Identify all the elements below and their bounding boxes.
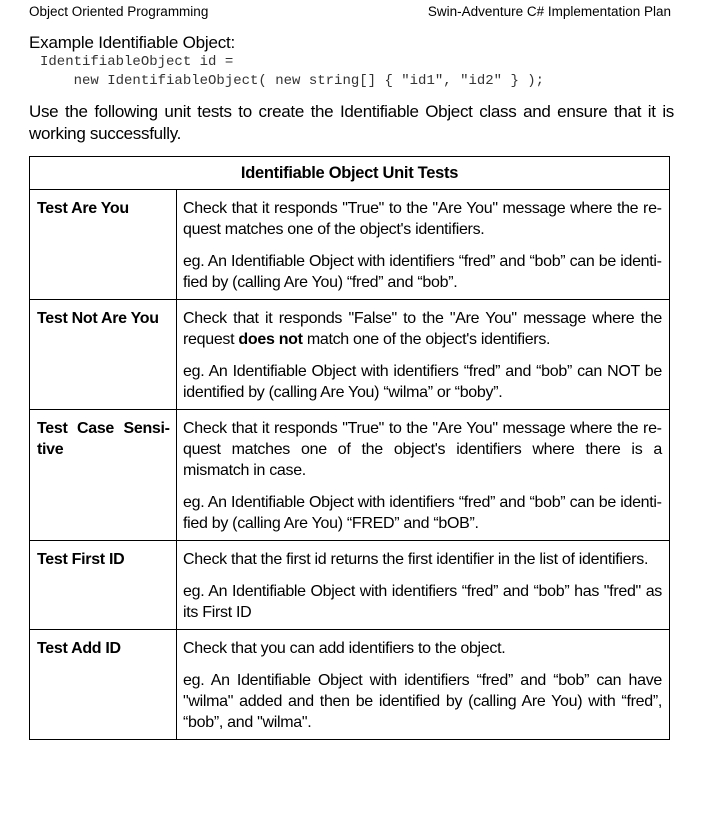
test-check-text: Check that it responds "True" to the "Are You" message where the request matches one of the object's identifiers. [183,200,662,238]
test-example-text: eg. An Identifiable Object with identifiers “fred” and “bob” can have "wilma" added and then be identified by (calling Are You) with “fred”, “bob”, and "wilma". [183,672,662,731]
test-name-cell: Test Are You [30,190,177,300]
document-title-header: Swin-Adventure C# Implementation Plan [427,4,671,19]
test-check-text: Check that it responds "True" to the "Are You" message where the request matches one of the object's identifiers where there is a mismatch in case. [183,420,662,479]
test-example-text: eg. An Identifiable Object with identifiers “fred” and “bob” can be identified by (calling Are You) “fred” and “bob”. [183,253,662,291]
test-name-cell: Test Case Sensitive [30,410,177,541]
course-header: Object Oriented Programming [29,4,209,19]
table-row [30,410,670,541]
test-check-text: Check that you can add identifiers to the object. [183,640,506,657]
table-row [30,630,670,740]
test-check-text: Check that the first id returns the first identifier in the list of identifiers. [183,551,649,568]
test-description-cell [177,300,670,410]
table-row [30,300,670,410]
example-heading: Example Identifiable Object: [29,33,236,52]
test-description-cell [177,541,670,630]
check-text-start: Check that it responds "False" to the "Are You" message where the request [183,310,662,348]
intro-paragraph: Use the following unit tests to create the Identifiable Object class and ensure that it is working successfully. [29,102,674,143]
table-header-row [30,157,670,190]
test-example-text: eg. An Identifiable Object with identifiers “fred” and “bob” can be identified by (calling Are You) “FRED” and “bOB”. [183,494,662,532]
check-text-end: match one of the object's identifiers. [302,331,551,348]
test-example-text: eg. An Identifiable Object with identifiers “fred” and “bob” can NOT be identified by (calling Are You) “wilma” or “boby”. [183,363,662,401]
table-row [30,541,670,630]
test-description-cell [177,410,670,541]
test-name-cell: Test Not Are You [30,300,177,410]
check-text-emphasis: does not [238,331,303,348]
unit-tests-table [29,156,670,740]
table-row [30,190,670,300]
test-name-cell: Test First ID [30,541,177,630]
test-check-text [183,308,662,350]
test-example-text: eg. An Identifiable Object with identifiers “fred” and “bob” has "fred" as its First ID [183,583,662,621]
table-title: Identifiable Object Unit Tests [30,157,670,190]
test-description-cell [177,630,670,740]
code-example: IdentifiableObject id = new IdentifiableObject( new string[] { "id1", "id2" } ); [40,54,545,89]
test-name-cell: Test Add ID [30,630,177,740]
test-description-cell [177,190,670,300]
